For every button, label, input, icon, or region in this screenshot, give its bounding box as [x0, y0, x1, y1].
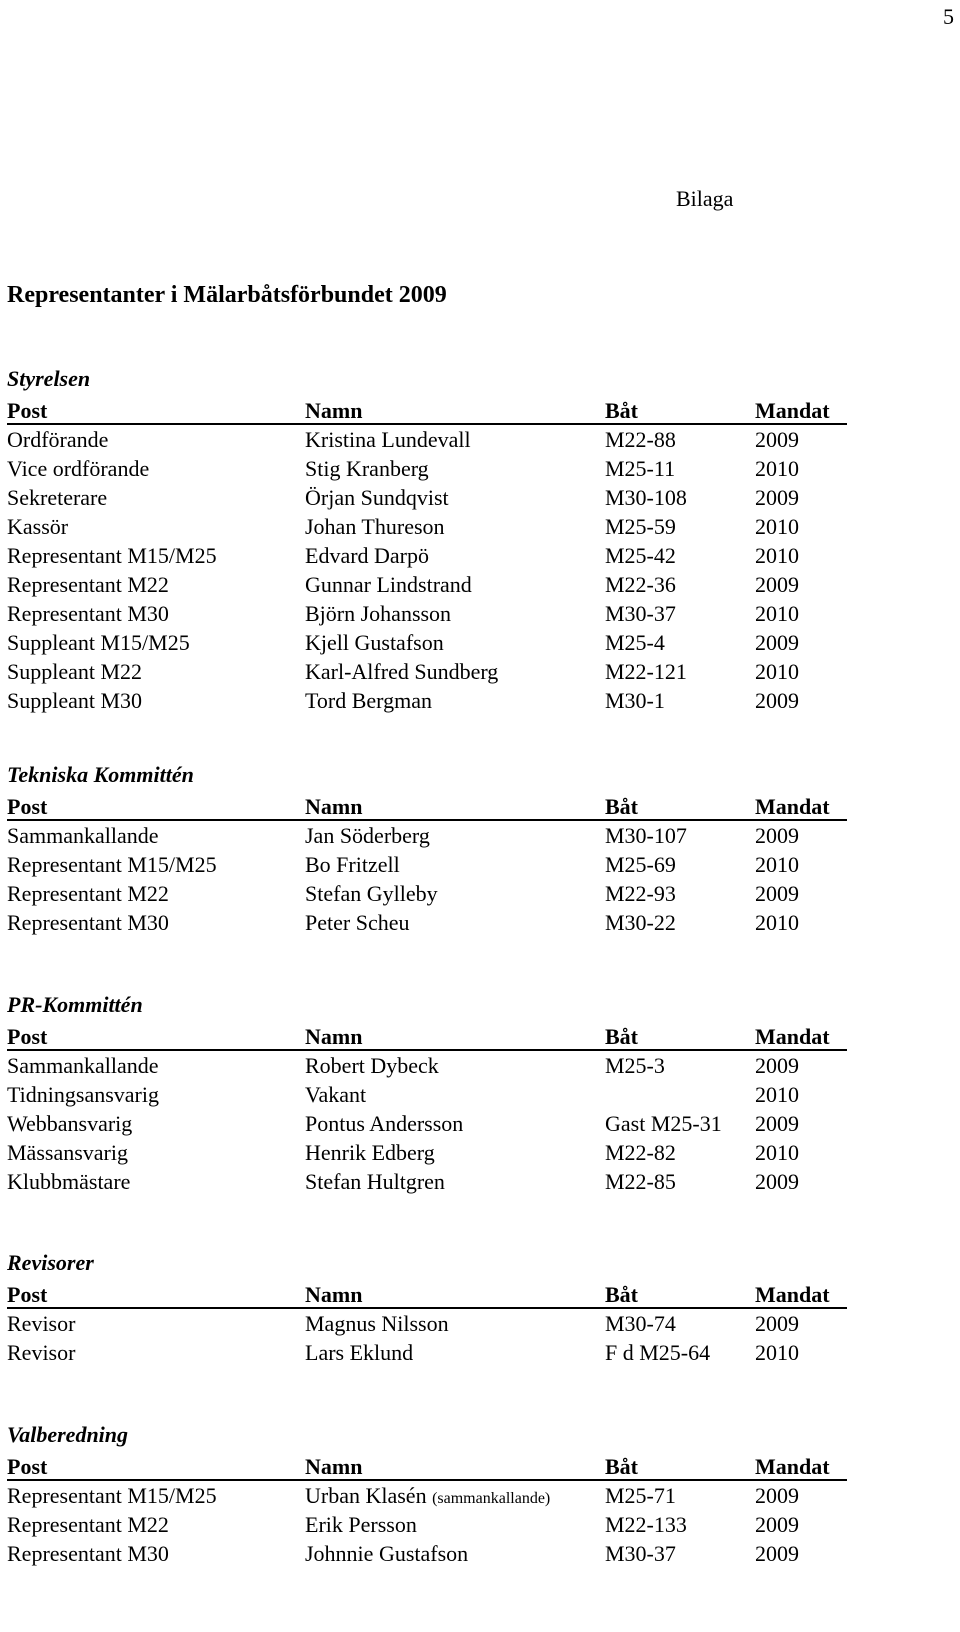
- cell-bat: M22-121: [605, 659, 687, 684]
- cell-post: Representant M22: [7, 572, 169, 597]
- cell-bat: M22-36: [605, 572, 676, 597]
- cell-namn-text: Pontus Andersson: [305, 1111, 464, 1136]
- cell-bat: M30-107: [605, 823, 687, 848]
- cell-namn: [305, 454, 429, 483]
- cell-post: Suppleant M15/M25: [7, 630, 190, 655]
- cell-mandat: 2010: [755, 1082, 799, 1107]
- table-row: [7, 1539, 847, 1568]
- cell-post: Representant M15/M25: [7, 852, 217, 877]
- cell-mandat: 2010: [755, 456, 799, 481]
- cell-mandat: 2009: [755, 1053, 799, 1078]
- cell-bat: M25-59: [605, 514, 676, 539]
- table-row: [7, 821, 847, 850]
- cell-namn: [305, 1051, 439, 1080]
- header-namn: Namn: [305, 1024, 363, 1049]
- cell-namn: [305, 425, 471, 454]
- cell-namn-text: Stefan Gylleby: [305, 881, 438, 906]
- table-header-row: [7, 396, 847, 425]
- cell-mandat: 2010: [755, 601, 799, 626]
- cell-bat: M30-74: [605, 1311, 676, 1336]
- section-title: Tekniska Kommittén: [7, 762, 194, 787]
- cell-bat: M30-37: [605, 1541, 676, 1566]
- cell-bat: M22-85: [605, 1169, 676, 1194]
- cell-bat: M25-42: [605, 543, 676, 568]
- cell-post: Representant M30: [7, 1541, 169, 1566]
- section-title: PR-Kommittén: [7, 992, 143, 1017]
- cell-post: Sekreterare: [7, 485, 108, 510]
- cell-namn-text: Urban Klasén: [305, 1483, 427, 1508]
- cell-post: Suppleant M22: [7, 659, 143, 684]
- cell-namn: [305, 483, 449, 512]
- cell-namn: [305, 686, 432, 715]
- table-row: [7, 512, 847, 541]
- cell-post: Kassör: [7, 514, 69, 539]
- cell-post: Tidningsansvarig: [7, 1082, 159, 1107]
- cell-namn: [305, 1510, 417, 1539]
- cell-mandat: 2010: [755, 659, 799, 684]
- table-row: [7, 454, 847, 483]
- cell-namn-text: Tord Bergman: [305, 688, 432, 713]
- table-row: [7, 599, 847, 628]
- cell-bat: M22-82: [605, 1140, 676, 1165]
- cell-namn-text: Henrik Edberg: [305, 1140, 435, 1165]
- cell-namn: [305, 628, 444, 657]
- cell-post: Suppleant M30: [7, 688, 143, 713]
- committee-section: [7, 1418, 847, 1568]
- header-namn: Namn: [305, 1282, 363, 1307]
- cell-namn: [305, 1539, 468, 1568]
- cell-bat: M25-3: [605, 1053, 665, 1078]
- table-row: [7, 1338, 847, 1367]
- bilaga-label: Bilaga: [676, 186, 734, 211]
- table-row: [7, 1138, 847, 1167]
- cell-mandat: 2009: [755, 1483, 799, 1508]
- table-row: [7, 1109, 847, 1138]
- table-header-row: [7, 1022, 847, 1051]
- cell-post: Vice ordförande: [7, 456, 150, 481]
- cell-namn-text: Kjell Gustafson: [305, 630, 444, 655]
- cell-namn-text: Bo Fritzell: [305, 852, 400, 877]
- cell-post: Mässansvarig: [7, 1140, 128, 1165]
- header-post: Post: [7, 794, 48, 819]
- header-post: Post: [7, 1024, 48, 1049]
- cell-namn-text: Jan Söderberg: [305, 823, 430, 848]
- cell-post: Representant M15/M25: [7, 543, 217, 568]
- cell-bat: M30-37: [605, 601, 676, 626]
- header-post: Post: [7, 398, 48, 423]
- cell-bat: Gast M25-31: [605, 1111, 722, 1136]
- cell-post: Revisor: [7, 1311, 76, 1336]
- header-namn: Namn: [305, 794, 363, 819]
- table-row: [7, 425, 847, 454]
- cell-namn: [305, 570, 472, 599]
- cell-mandat: 2009: [755, 1169, 799, 1194]
- cell-mandat: 2010: [755, 852, 799, 877]
- header-mandat: Mandat: [755, 1024, 830, 1049]
- cell-mandat: 2010: [755, 1340, 799, 1365]
- cell-post: Webbansvarig: [7, 1111, 133, 1136]
- table-row: [7, 541, 847, 570]
- cell-post: Representant M30: [7, 910, 169, 935]
- table-row: [7, 1051, 847, 1080]
- cell-mandat: 2009: [755, 881, 799, 906]
- cell-namn-text: Peter Scheu: [305, 910, 410, 935]
- cell-post: Representant M22: [7, 1512, 169, 1537]
- cell-namn-text: Robert Dybeck: [305, 1053, 439, 1078]
- cell-namn: [305, 1138, 435, 1167]
- cell-namn-text: Magnus Nilsson: [305, 1311, 449, 1336]
- cell-namn: [305, 850, 400, 879]
- cell-post: Representant M15/M25: [7, 1483, 217, 1508]
- section-title: Valberedning: [7, 1422, 129, 1447]
- committee-section: [7, 362, 847, 715]
- cell-mandat: 2009: [755, 1541, 799, 1566]
- cell-mandat: 2010: [755, 910, 799, 935]
- cell-bat: M30-108: [605, 485, 687, 510]
- cell-post: Klubbmästare: [7, 1169, 131, 1194]
- committee-section: [7, 988, 847, 1196]
- table-row: [7, 1481, 847, 1510]
- cell-post: Revisor: [7, 1340, 76, 1365]
- cell-namn-text: Lars Eklund: [305, 1340, 414, 1365]
- header-mandat: Mandat: [755, 794, 830, 819]
- header-namn: Namn: [305, 398, 363, 423]
- cell-namn-text: Stig Kranberg: [305, 456, 429, 481]
- cell-bat: M25-71: [605, 1483, 676, 1508]
- cell-namn: [305, 1109, 463, 1138]
- cell-bat: M25-11: [605, 456, 676, 481]
- cell-bat: M22-133: [605, 1512, 687, 1537]
- cell-bat: M25-4: [605, 630, 665, 655]
- cell-mandat: 2009: [755, 572, 799, 597]
- table-row: [7, 628, 847, 657]
- cell-namn-text: Karl-Alfred Sundberg: [305, 659, 499, 684]
- cell-bat: M30-1: [605, 688, 665, 713]
- cell-post: Sammankallande: [7, 823, 159, 848]
- cell-namn: [305, 1080, 366, 1109]
- header-bat: Båt: [605, 1454, 638, 1479]
- cell-bat: F d M25-64: [605, 1340, 711, 1365]
- cell-post: Representant M30: [7, 601, 169, 626]
- table-row: [7, 1309, 847, 1338]
- table-header-row: [7, 1452, 847, 1481]
- cell-namn-text: Erik Persson: [305, 1512, 417, 1537]
- cell-namn: [305, 879, 438, 908]
- page-number: 5: [943, 4, 954, 29]
- table-row: [7, 657, 847, 686]
- cell-post: Ordförande: [7, 427, 109, 452]
- header-bat: Båt: [605, 1024, 638, 1049]
- cell-mandat: 2009: [755, 688, 799, 713]
- header-bat: Båt: [605, 1282, 638, 1307]
- cell-namn: [305, 1338, 413, 1367]
- header-bat: Båt: [605, 794, 638, 819]
- cell-mandat: 2009: [755, 485, 799, 510]
- cell-namn: [305, 821, 430, 850]
- cell-mandat: 2009: [755, 1111, 799, 1136]
- section-title: Styrelsen: [7, 366, 91, 391]
- committee-section: [7, 1246, 847, 1367]
- committee-section: [7, 758, 847, 937]
- header-post: Post: [7, 1454, 48, 1479]
- table-row: [7, 1080, 847, 1109]
- cell-namn-text: Johnnie Gustafson: [305, 1541, 469, 1566]
- document-title: Representanter i Mälarbåtsförbundet 2009: [7, 282, 447, 308]
- cell-namn: [305, 599, 451, 628]
- cell-namn: [305, 512, 445, 541]
- cell-bat: M22-93: [605, 881, 676, 906]
- table-header-row: [7, 792, 847, 821]
- cell-mandat: 2009: [755, 823, 799, 848]
- header-mandat: Mandat: [755, 1454, 830, 1479]
- cell-namn-text: Örjan Sundqvist: [305, 485, 449, 510]
- cell-mandat: 2010: [755, 1140, 799, 1165]
- table-row: [7, 570, 847, 599]
- cell-namn-text: Edvard Darpö: [305, 543, 430, 568]
- table-row: [7, 686, 847, 715]
- cell-post: Representant M22: [7, 881, 169, 906]
- cell-bat: M30-22: [605, 910, 676, 935]
- table-row: [7, 1167, 847, 1196]
- cell-namn: [305, 541, 429, 570]
- cell-mandat: 2010: [755, 543, 799, 568]
- header-mandat: Mandat: [755, 1282, 830, 1307]
- table-row: [7, 879, 847, 908]
- table-row: [7, 908, 847, 937]
- cell-bat: M22-88: [605, 427, 676, 452]
- cell-mandat: 2009: [755, 630, 799, 655]
- section-title: Revisorer: [7, 1250, 94, 1275]
- cell-namn: [305, 1309, 449, 1338]
- cell-namn: [305, 657, 498, 686]
- cell-namn-text: Kristina Lundevall: [305, 427, 471, 452]
- cell-namn-text: Stefan Hultgren: [305, 1169, 445, 1194]
- cell-namn: [305, 908, 409, 937]
- cell-bat: M25-69: [605, 852, 676, 877]
- cell-namn-text: Vakant: [305, 1082, 367, 1107]
- cell-mandat: 2009: [755, 427, 799, 452]
- cell-namn-text: Björn Johansson: [305, 601, 452, 626]
- table-row: [7, 1510, 847, 1539]
- cell-mandat: 2009: [755, 1311, 799, 1336]
- cell-namn-text: Johan Thureson: [305, 514, 445, 539]
- cell-mandat: 2010: [755, 514, 799, 539]
- header-bat: Båt: [605, 398, 638, 423]
- table-header-row: [7, 1280, 847, 1309]
- header-namn: Namn: [305, 1454, 363, 1479]
- header-mandat: Mandat: [755, 398, 830, 423]
- cell-post: Sammankallande: [7, 1053, 159, 1078]
- table-row: [7, 483, 847, 512]
- cell-mandat: 2009: [755, 1512, 799, 1537]
- cell-namn: [305, 1481, 550, 1513]
- cell-namn: [305, 1167, 445, 1196]
- table-row: [7, 850, 847, 879]
- cell-note: (sammankallande): [432, 1490, 551, 1507]
- header-post: Post: [7, 1282, 48, 1307]
- cell-namn-text: Gunnar Lindstrand: [305, 572, 472, 597]
